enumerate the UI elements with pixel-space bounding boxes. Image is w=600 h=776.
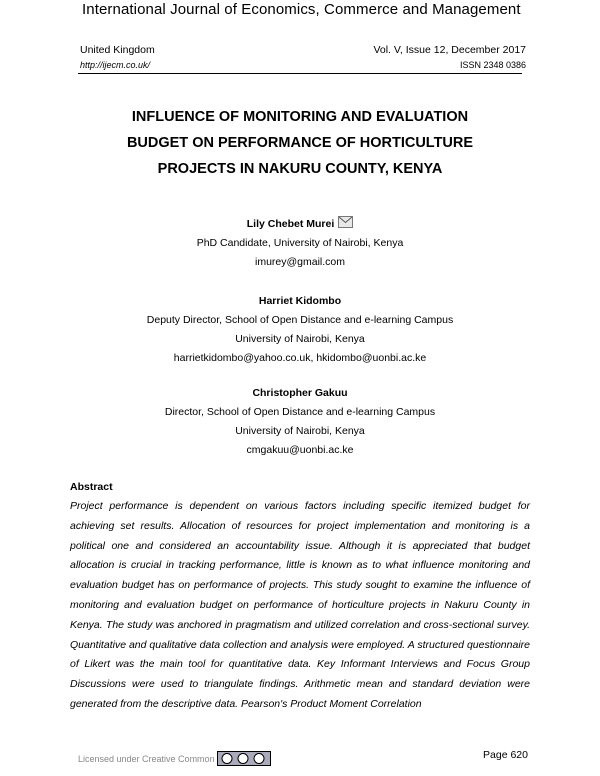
author-name: Lily Chebet Murei [246,218,335,230]
author-affiliation: Director, School of Open Distance and e-learning Campus [164,406,436,418]
author-email[interactable]: imurey@gmail.com [254,256,345,268]
author-affiliation: PhD Candidate, University of Nairobi, Kenya [196,237,404,249]
license-text: Licensed under Creative Common [78,754,215,764]
author-affiliation: Deputy Director, School of Open Distance and e-learning Campus [146,314,454,326]
author-email[interactable]: harrietkidombo@yahoo.co.uk, hkidombo@uonbi.ac.ke [173,352,427,364]
paper-title [60,104,540,182]
creative-commons-badge-icon[interactable] [217,751,271,766]
paper-title-line: PROJECTS IN NAKURU COUNTY, KENYA [157,161,443,177]
paper-title-line: INFLUENCE OF MONITORING AND EVALUATION [131,109,469,125]
author-affiliation: University of Nairobi, Kenya [235,425,365,437]
journal-issn: ISSN 2348 0386 [459,60,526,70]
page-number: Page 620 [483,749,528,761]
license-footer [78,751,271,766]
paper-title-line: BUDGET ON PERFORMANCE OF HORTICULTURE [126,135,474,151]
author-block-1 [0,215,600,272]
journal-country: United Kingdom [80,44,155,56]
header-divider [78,73,522,74]
mail-icon[interactable] [338,216,353,228]
author-name: Christopher Gakuu [252,387,348,399]
volume-issue: Vol. V, Issue 12, December 2017 [373,44,526,56]
author-block-2 [0,292,600,368]
author-name: Harriet Kidombo [258,295,342,307]
journal-url[interactable]: http://ijecm.co.uk/ [80,60,151,70]
abstract-body: Project performance is dependent on various factors including specific itemized budget for achieving set results. Allocation of resources for project implementation and monitoring is a political one and considered an accountability issue. Although it is appreciated that budget allocation is crucial in tracking performance, little is known as to what influence monitoring and evaluation budget has on performance of projects. This study sought to examine the influence of monitoring and evaluation budget on performance of horticulture projects in Nakuru County in Kenya. The study was anchored in pragmatism and utilized correlation and cross-sectional survey. Quantitative and qualitative data collection and analysis were employed. A structured questionnaire of Likert was the main tool for quantitative data. Key Informant Interviews and Focus Group Discussions were used to triangulate findings. Arithmetic mean and standard deviation were generated from the descriptive data. Pearson's Product Moment Correlation [70,500,530,710]
abstract-heading: Abstract [70,481,113,493]
author-affiliation: University of Nairobi, Kenya [235,333,365,345]
journal-title: International Journal of Economics, Commerce and Management [82,1,521,18]
author-block-3 [0,384,600,460]
author-email[interactable]: cmgakuu@uonbi.ac.ke [246,444,354,456]
